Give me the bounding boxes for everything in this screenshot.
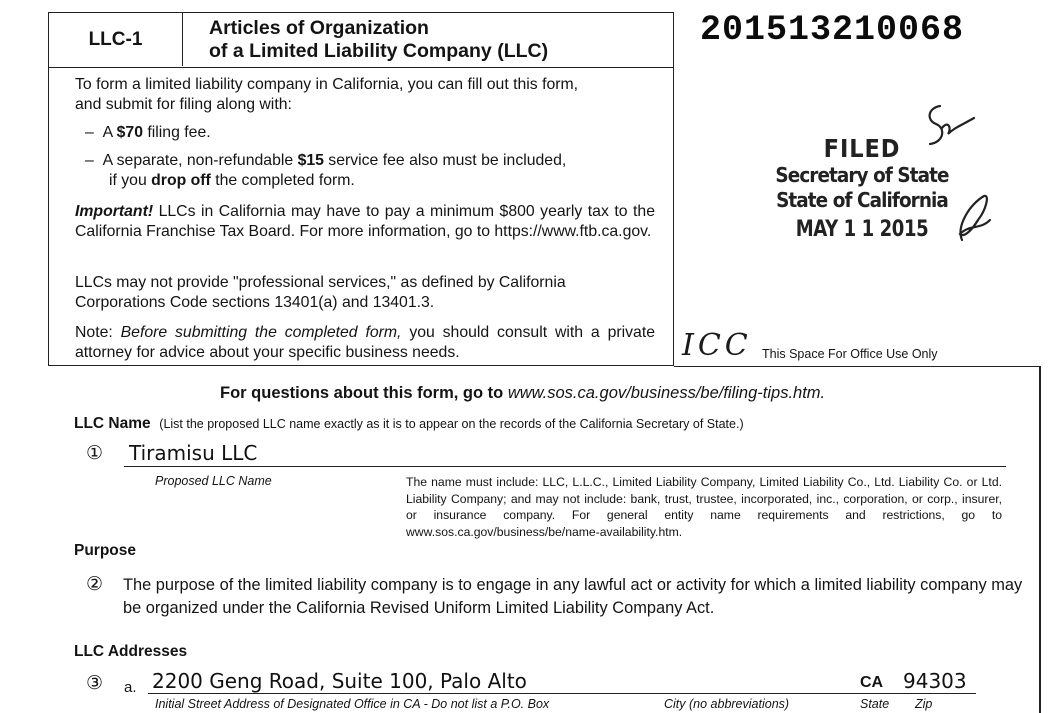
form-code: LLC-1: [49, 13, 183, 66]
form-title-line2: of a Limited Liability Company (LLC): [209, 40, 549, 62]
handwritten-icc: ICC: [682, 328, 752, 363]
file-number: 201513210068: [700, 10, 965, 50]
office-use-note: This Space For Office Use Only: [762, 347, 938, 361]
item-number-1: ①: [86, 442, 104, 464]
street-caption: Initial Street Address of Designated Office in CA - Do not list a P.O. Box: [155, 697, 550, 711]
purpose-heading: Purpose: [74, 542, 137, 559]
office-box-border: [674, 366, 1040, 367]
attorney-note: Note: Before submitting the completed form, you should consult with a private attorney for advice about your specific business needs.: [75, 324, 655, 361]
zip-field[interactable]: 94303: [903, 669, 967, 693]
stamp-filed: FILED: [823, 134, 901, 163]
filed-stamp: [740, 134, 984, 242]
stamp-secretary: Secretary of State: [775, 163, 949, 187]
purpose-statement: The purpose of the limited liability company is to engage in any lawful act or activity for which a limited liability company may be organized under the California Revised Uniform Limited Liability Company Act.: [123, 576, 1023, 617]
fee-bullet-2: – A separate, non-refundable $15 service fee also must be included,: [85, 152, 567, 169]
intro-line1: To form a limited liability company in California, you can fill out this form,: [75, 76, 579, 93]
form-title-line1: Articles of Organization: [209, 17, 429, 39]
zip-caption: Zip: [915, 697, 933, 711]
llc-name-field[interactable]: Tiramisu LLC: [129, 441, 258, 465]
addresses-heading: LLC Addresses: [74, 643, 188, 660]
intro-box: [48, 67, 674, 366]
address-sub-a: a.: [124, 679, 137, 696]
name-requirements: The name must include: LLC, L.L.C., Limited Liability Company, Limited Liability Co., Ltd. Liability Co. or Ltd. Liability Company; and may not include: bank, trust, trustee, incorporated, inc., corporation, or corp., insurer, or insurance company. For general entity name requirements and restrictions, go to www.sos.ca.gov/business/be/name-availability.htm.: [406, 475, 1002, 539]
city-caption: City (no abbreviations): [664, 697, 790, 711]
form-title: [209, 17, 548, 63]
item-number-3: ③: [86, 672, 104, 694]
llc-name-heading: LLC Name (List the proposed LLC name exactly as it is to appear on the records of the California Secretary of State.): [74, 415, 744, 432]
fee-bullet-2-cont: if you drop off the completed form.: [109, 172, 355, 189]
item-number-2: ②: [86, 573, 104, 595]
initials-mark-icon: [950, 190, 996, 248]
state-field[interactable]: CA: [860, 674, 884, 691]
filing-tips-link[interactable]: www.sos.ca.gov/business/be/filing-tips.htm.: [507, 384, 826, 402]
office-box-border-right: [1039, 366, 1041, 713]
professional-services-note: LLCs may not provide "professional services," as defined by California Corporations Code sections 13401(a) and 13401.3.: [75, 274, 566, 311]
llc-name-caption: Proposed LLC Name: [155, 474, 272, 488]
state-caption: State: [860, 697, 890, 711]
address-underline: [148, 693, 976, 694]
intro-line2: and submit for filing along with:: [75, 96, 292, 113]
questions-line: For questions about this form, go to www.sos.ca.gov/business/be/filing-tips.htm.: [220, 384, 826, 402]
important-note: Important! LLCs in California may have to pay a minimum $800 yearly tax to the California Franchise Tax Board. For more information, go to https://www.ftb.ca.gov.: [75, 203, 655, 240]
street-address-field[interactable]: 2200 Geng Road, Suite 100, Palo Alto: [152, 669, 527, 693]
stamp-state: State of California: [776, 188, 948, 212]
form-header: [48, 12, 674, 68]
fee-bullet-1: – A $70 filing fee.: [85, 124, 211, 141]
llc-name-underline: [124, 466, 1006, 467]
intro-paragraph: [75, 75, 655, 115]
stamp-date: MAY 1 1 2015: [795, 217, 929, 242]
